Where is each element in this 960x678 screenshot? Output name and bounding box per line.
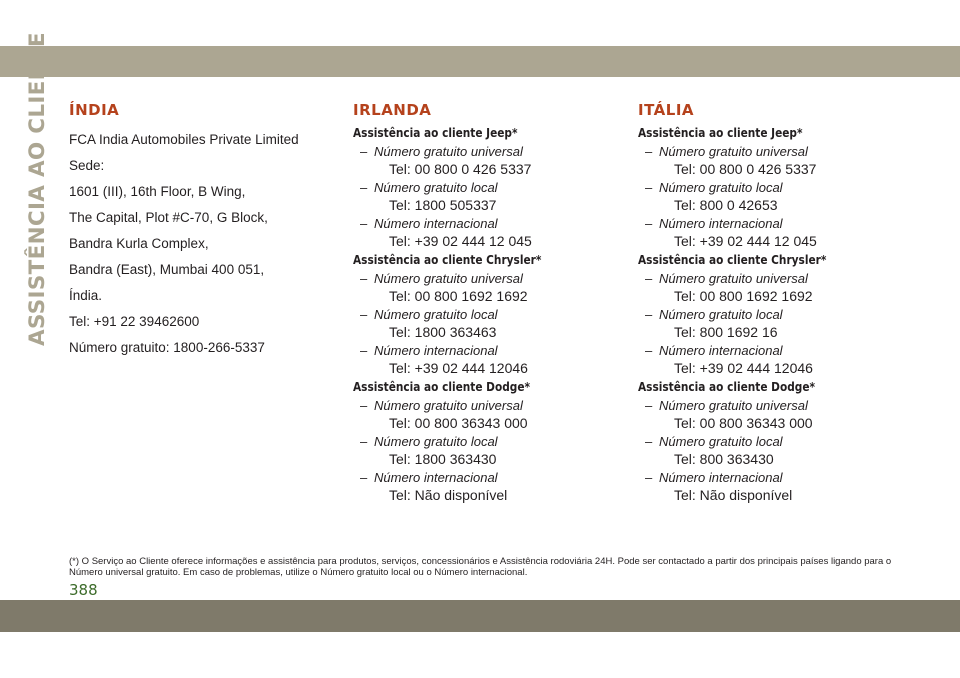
contact-type: – Número internacional [360, 216, 498, 231]
contact-phone: Tel: 00 800 1692 1692 [674, 288, 813, 304]
country-heading-irlanda: IRLANDA [353, 101, 432, 119]
contact-type: – Número gratuito local [360, 180, 498, 195]
country-column-irlanda [353, 100, 623, 505]
contact-phone: Tel: 1800 505337 [389, 197, 497, 213]
contact-type: – Número gratuito universal [360, 271, 523, 286]
contact-phone: Tel: +39 02 444 12046 [389, 360, 528, 376]
india-company-name: FCA India Automobiles Private Limited [69, 132, 299, 147]
brand-title: Assistência ao cliente Jeep* [353, 126, 518, 140]
page-number: 388 [69, 581, 98, 599]
brand-group-jeep [638, 124, 918, 251]
contact-phone: Tel: 800 1692 16 [674, 324, 778, 340]
dash: – [360, 216, 368, 231]
contact-type: – Número gratuito local [645, 307, 783, 322]
contact-phone: Tel: 00 800 36343 000 [674, 415, 813, 431]
dash: – [645, 307, 653, 322]
contact-phone: Tel: 00 800 1692 1692 [389, 288, 528, 304]
brand-title: Assistência ao cliente Jeep* [638, 126, 803, 140]
contact-type: – Número gratuito local [645, 180, 783, 195]
contact-phone: Tel: 800 363430 [674, 451, 774, 467]
contact-phone: Tel: 00 800 0 426 5337 [674, 161, 817, 177]
india-address-line: The Capital, Plot #C-70, G Block, [69, 210, 268, 225]
contact-phone: Tel: +39 02 444 12 045 [389, 233, 532, 249]
india-address-line: Bandra Kurla Complex, [69, 236, 209, 251]
brand-group-dodge [353, 378, 623, 505]
contact-type: – Número gratuito local [360, 307, 498, 322]
contact-phone: Tel: 00 800 0 426 5337 [389, 161, 532, 177]
brand-title: Assistência ao cliente Dodge* [353, 380, 531, 394]
dash: – [645, 144, 653, 159]
india-address-block [69, 127, 339, 361]
dash: – [360, 343, 368, 358]
dash: – [645, 216, 653, 231]
contact-type: – Número gratuito universal [360, 144, 523, 159]
dash: – [360, 307, 368, 322]
contact-type: – Número internacional [360, 470, 498, 485]
section-side-title: ASSISTÊNCIA AO CLIENTE [25, 32, 50, 346]
dash: – [645, 343, 653, 358]
brand-title: Assistência ao cliente Chrysler* [353, 253, 542, 267]
dash: – [360, 398, 368, 413]
contact-type: – Número gratuito universal [645, 144, 808, 159]
dash: – [360, 470, 368, 485]
footnote: (*) O Serviço ao Cliente oferece informações e assistência para produtos, serviços, concessionários e Assistência rodoviária 24H. Pode ser contactado a partir dos principais países ligando para o Número universal gratuito. Em caso de problemas, utilize o Número gratuito local ou o Número internacional. [69, 556, 892, 578]
contact-type: – Número internacional [645, 216, 783, 231]
country-heading-italia: ITÁLIA [638, 101, 695, 119]
brand-title: Assistência ao cliente Dodge* [638, 380, 816, 394]
brand-group-dodge [638, 378, 918, 505]
header-band [0, 46, 960, 77]
country-heading-india: ÍNDIA [69, 101, 120, 119]
dash: – [360, 271, 368, 286]
contact-type: – Número gratuito local [360, 434, 498, 449]
brand-group-jeep [353, 124, 623, 251]
india-address-line: 1601 (III), 16th Floor, B Wing, [69, 184, 246, 199]
contact-type: – Número internacional [645, 470, 783, 485]
contact-phone: Tel: 00 800 36343 000 [389, 415, 528, 431]
dash: – [360, 180, 368, 195]
brand-group-chrysler [638, 251, 918, 378]
contact-phone: Tel: +39 02 444 12046 [674, 360, 813, 376]
contact-phone: Tel: 1800 363430 [389, 451, 497, 467]
contact-phone: Tel: 1800 363463 [389, 324, 497, 340]
country-column-italia [638, 100, 918, 505]
india-phone: Tel: +91 22 39462600 [69, 314, 200, 329]
contact-phone: Tel: Não disponível [674, 487, 793, 503]
dash: – [645, 271, 653, 286]
dash: – [645, 180, 653, 195]
dash: – [645, 434, 653, 449]
country-column-india [69, 100, 339, 361]
contact-type: – Número internacional [645, 343, 783, 358]
contact-type: – Número gratuito universal [645, 398, 808, 413]
india-country-line: Índia. [69, 288, 103, 303]
brand-title: Assistência ao cliente Chrysler* [638, 253, 827, 267]
contact-type: – Número gratuito universal [645, 271, 808, 286]
india-hq-label: Sede: [69, 158, 105, 173]
brand-group-chrysler [353, 251, 623, 378]
footer-band [0, 600, 960, 632]
dash: – [360, 434, 368, 449]
contact-type: – Número gratuito universal [360, 398, 523, 413]
contact-phone: Tel: Não disponível [389, 487, 508, 503]
india-toll-free: Número gratuito: 1800-266-5337 [69, 340, 265, 355]
contact-type: – Número gratuito local [645, 434, 783, 449]
dash: – [360, 144, 368, 159]
contact-phone: Tel: 800 0 42653 [674, 197, 778, 213]
contact-phone: Tel: +39 02 444 12 045 [674, 233, 817, 249]
dash: – [645, 470, 653, 485]
india-address-line: Bandra (East), Mumbai 400 051, [69, 262, 265, 277]
dash: – [645, 398, 653, 413]
contact-type: – Número internacional [360, 343, 498, 358]
